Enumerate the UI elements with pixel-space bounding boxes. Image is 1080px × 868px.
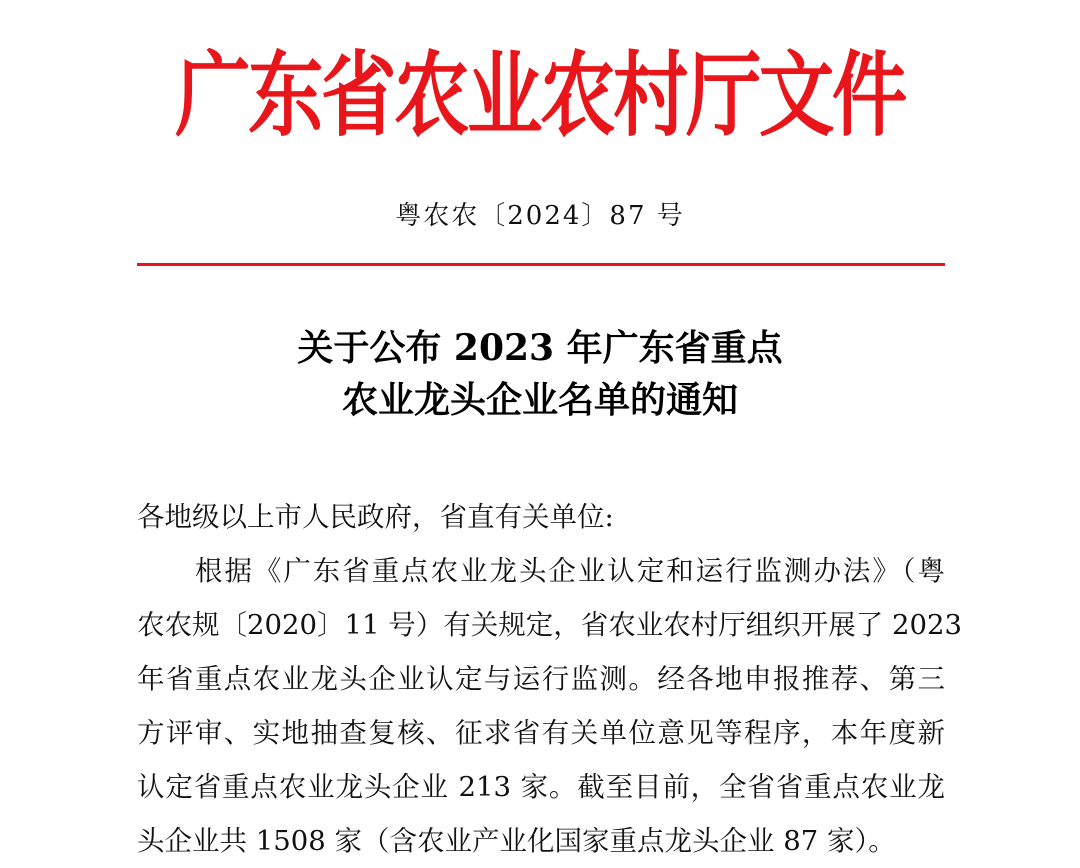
red-separator-line [137,263,945,266]
salutation: 各地级以上市人民政府，省直有关单位: [137,501,614,533]
document-number: 粤农农〔2024〕87 号 [395,201,685,231]
paragraph-line: 根据《广东省重点农业龙头企业认定和运行监测办法》（粤 [195,555,945,587]
notice-title-line-1: 关于公布 2023 年广东省重点 [297,327,783,369]
paragraph-line: 年省重点农业龙头企业认定与运行监测。经各地申报推荐、第三 [137,663,945,695]
issuer-masthead: 广东省农业农村厅文件 [175,41,905,149]
paragraph-line: 农农规〔2020〕11 号）有关规定，省农业农村厅组织开展了 2023 [137,609,962,641]
paragraph-line: 认定省重点农业龙头企业 213 家。截至目前，全省省重点农业龙 [137,771,945,803]
notice-title-line-2: 农业龙头企业名单的通知 [341,379,738,421]
paragraph-line: 方评审、实地抽查复核、征求省有关单位意见等程序，本年度新 [137,717,945,749]
notice-body [137,490,962,868]
paragraph-line: 头企业共 1508 家（含农业产业化国家重点龙头企业 87 家）。 [137,825,896,857]
notice-title [0,322,1080,426]
